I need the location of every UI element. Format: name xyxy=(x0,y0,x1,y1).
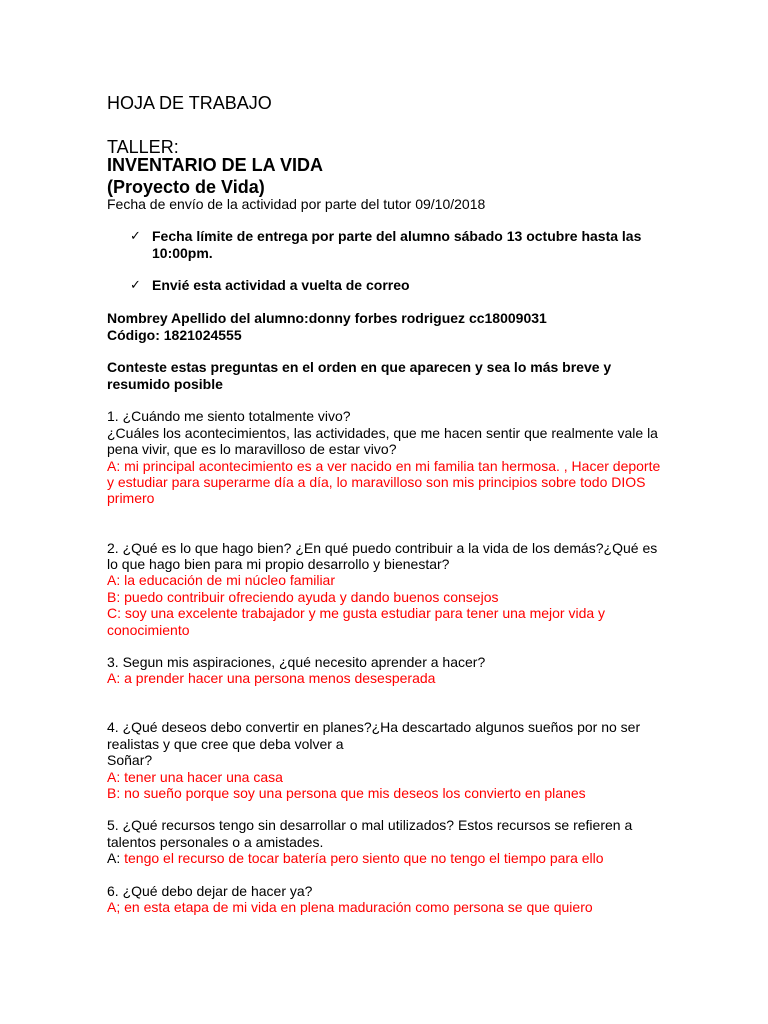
question-6: 6. ¿Qué debo dejar de hacer ya? xyxy=(107,883,313,899)
sheet-title: HOJA DE TRABAJO xyxy=(107,93,272,113)
question-2-text: lo que hago bien para mi propio desarrollo y bienestar? xyxy=(107,556,450,572)
answer-5-prefix: A: xyxy=(107,850,121,866)
student-name: Nombrey Apellido del alumno:donny forbes rodriguez cc18009031 xyxy=(107,310,547,326)
question-1-text: ¿Cuáles los acontecimientos, las actividades, que me hacen sentir que realmente vale la xyxy=(107,425,658,441)
question-4: 4. ¿Qué deseos debo convertir en planes?¿Ha descartado algunos sueños por no ser xyxy=(107,719,641,735)
checkmark-icon: ✓ xyxy=(130,277,141,292)
question-3: 3. Segun mis aspiraciones, ¿qué necesito aprender a hacer? xyxy=(107,654,486,670)
answer-4b: B: no sueño porque soy una persona que mis deseos los convierto en planes xyxy=(107,785,586,801)
answer-2c: conocimiento xyxy=(107,622,190,638)
student-code: Código: 1821024555 xyxy=(107,327,242,343)
workshop-label: TALLER: xyxy=(107,137,179,157)
answer-3: A: a prender hacer una persona menos desesperada xyxy=(107,670,436,686)
answer-5 xyxy=(107,850,604,866)
instructions-line: resumido posible xyxy=(107,376,223,392)
question-4-text: Soñar? xyxy=(107,752,153,768)
checklist-text: 10:00pm. xyxy=(152,245,213,261)
answer-5-text: tengo el recurso de tocar batería pero siento que no tengo el tiempo para ello xyxy=(120,850,604,866)
question-4-text: realistas y que cree que deba volver a xyxy=(107,736,344,752)
answer-4a: A: tener una hacer una casa xyxy=(107,769,283,785)
workshop-subtitle: (Proyecto de Vida) xyxy=(107,177,265,197)
answer-1: primero xyxy=(107,490,155,506)
answer-1: A: mi principal acontecimiento es a ver nacido en mi familia tan hermosa. , Hacer deporte xyxy=(107,458,661,474)
question-5-text: talentos personales o a amistades. xyxy=(107,834,324,850)
instructions-line: Conteste estas preguntas en el orden en que aparecen y sea lo más breve y xyxy=(107,359,612,375)
question-2: 2. ¿Qué es lo que hago bien? ¿En qué puedo contribuir a la vida de los demás?¿Qué es xyxy=(107,540,658,556)
checkmark-icon: ✓ xyxy=(130,228,141,243)
answer-2a: A: la educación de mi núcleo familiar xyxy=(107,572,336,588)
workshop-title: INVENTARIO DE LA VIDA xyxy=(107,155,324,175)
checklist-text: Envié esta actividad a vuelta de correo xyxy=(152,277,410,293)
answer-6: A; en esta etapa de mi vida en plena maduración como persona se que quiero xyxy=(107,899,593,915)
answer-2b: B: puedo contribuir ofreciendo ayuda y dando buenos consejos xyxy=(107,589,499,605)
checklist-text: Fecha límite de entrega por parte del alumno sábado 13 octubre hasta las xyxy=(152,228,642,244)
question-5: 5. ¿Qué recursos tengo sin desarrollar o mal utilizados? Estos recursos se refieren a xyxy=(107,817,633,833)
answer-1: y estudiar para superarme día a día, lo maravilloso son mis principios sobre todo DIOS xyxy=(107,474,646,490)
answer-2c: C: soy una excelente trabajador y me gusta estudiar para tener una mejor vida y xyxy=(107,605,606,621)
question-1: 1. ¿Cuándo me siento totalmente vivo? xyxy=(107,408,351,424)
sent-date: Fecha de envío de la actividad por parte del tutor 09/10/2018 xyxy=(107,196,486,212)
question-1-text: pena vivir, que es lo maravilloso de estar vivo? xyxy=(107,441,397,457)
